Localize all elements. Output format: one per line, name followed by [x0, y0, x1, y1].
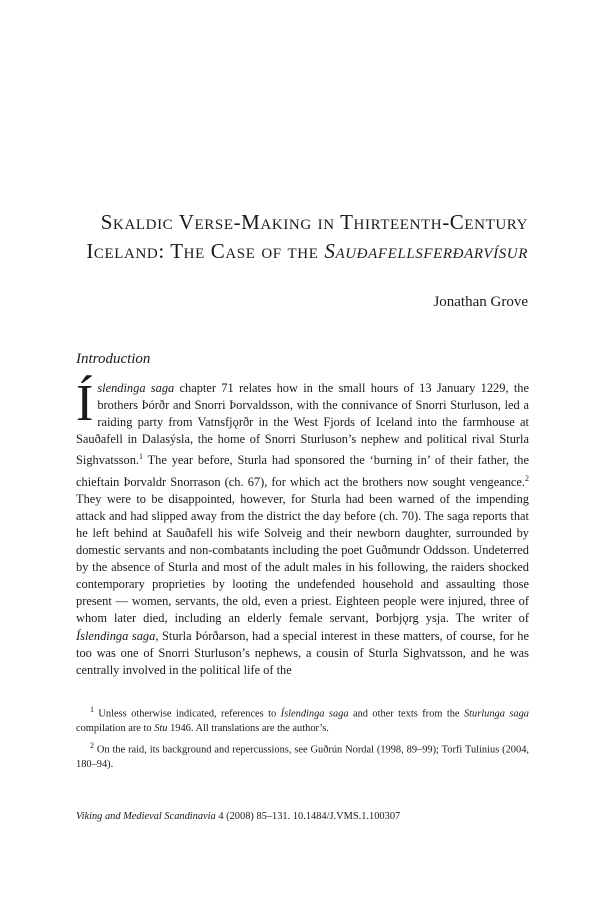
body-italic-2: Íslendinga saga [76, 628, 156, 643]
title-line-1: Skaldic Verse-Making in Thirteenth-Century [100, 210, 528, 234]
journal-name: Viking and Medieval Scandinavia [76, 811, 216, 822]
body-text-d: , Sturla Þórðarson, had a special interest in these matters, of course, for he too was one of Snorri Sturluson’s nephews, a cousin of Sturla Sighvatsson, and he was centrally involved in the political life of the [76, 628, 529, 677]
drop-cap: Í [76, 375, 94, 432]
footnote-1-text-d: 1946. All translations are the author’s. [167, 723, 329, 735]
footnote-2-text: On the raid, its background and repercussions, see Guðrún Nordal (1998, 89–99); Torfi Tulinius (2004, 180–94). [76, 744, 529, 771]
body-text-c: They were to be disappointed, however, for Sturla had been warned of the impending attack and had slipped away from the district the day before (ch. 70). The saga reports that he left behind at Sauðafell his wife Solveig and their newborn daughter, surrounded by domestic servants and non-combatants including the poet Guðmundr Oddsson. Undeterred by the absence of Sturla and most of the adult males in his following, the raiders shocked contemporary proprieties by looting the undefended household and assaulting those present — women, servants, the old, even a priest. Eighteen people were injured, three of whom later died, including an elderly female servant, Þorbjǫrg ysja. The writer of [76, 491, 529, 626]
body-italic-1: slendinga saga [97, 381, 175, 395]
author-name: Jonathan Grove [433, 294, 528, 310]
footnote-ref-2[interactable]: 2 [525, 473, 529, 483]
footnote-ref-1[interactable]: 1 [139, 452, 143, 462]
footnote-2-number: 2 [90, 741, 94, 750]
body-text-b: The year before, Sturla had sponsored the ‘burning in’ of their father, the chieftain Þorvaldr Snorrason (ch. 67), for which act the brothers now sought vengeance. [76, 453, 529, 489]
article-title [60, 208, 528, 266]
title-line-2-italic: Sauðafellsferðarvísur [324, 239, 528, 263]
page-footer [76, 811, 400, 822]
paragraph-1 [76, 375, 529, 679]
footnote-1 [76, 702, 529, 736]
footnote-1-italic-1: Íslendinga saga [280, 708, 349, 720]
section-heading: Introduction [76, 351, 151, 367]
footnote-1-text-b: and other texts from the [348, 708, 464, 720]
title-line-2-prefix: Iceland: The Case of the [86, 239, 325, 263]
title-line-2 [60, 237, 528, 266]
body-text-a: chapter 71 relates how in the small hours of 13 January 1229, the brothers Þórðr and Snorri Þorvaldsson, with the connivance of Snorri Sturluson, led a raiding party from Vatnsfjǫrðr in the West Fjords of Iceland into the farmhouse at Sauðafell in Dalasýsla, the home of Snorri Sturluson’s nephew and political rival Sturla Sighvatsson. [76, 381, 529, 468]
footnote-1-number: 1 [90, 705, 94, 714]
footnote-2 [76, 738, 529, 772]
body-text [76, 375, 529, 679]
footnote-1-italic-3: Stu [154, 723, 168, 735]
citation-details: 4 (2008) 85–131. 10.1484/J.VMS.1.100307 [215, 811, 401, 822]
footnote-1-text-c: compilation are to [76, 723, 155, 735]
footnote-1-text-a: Unless otherwise indicated, references to [98, 708, 281, 720]
footnote-1-italic-2: Sturlunga saga [463, 708, 529, 720]
